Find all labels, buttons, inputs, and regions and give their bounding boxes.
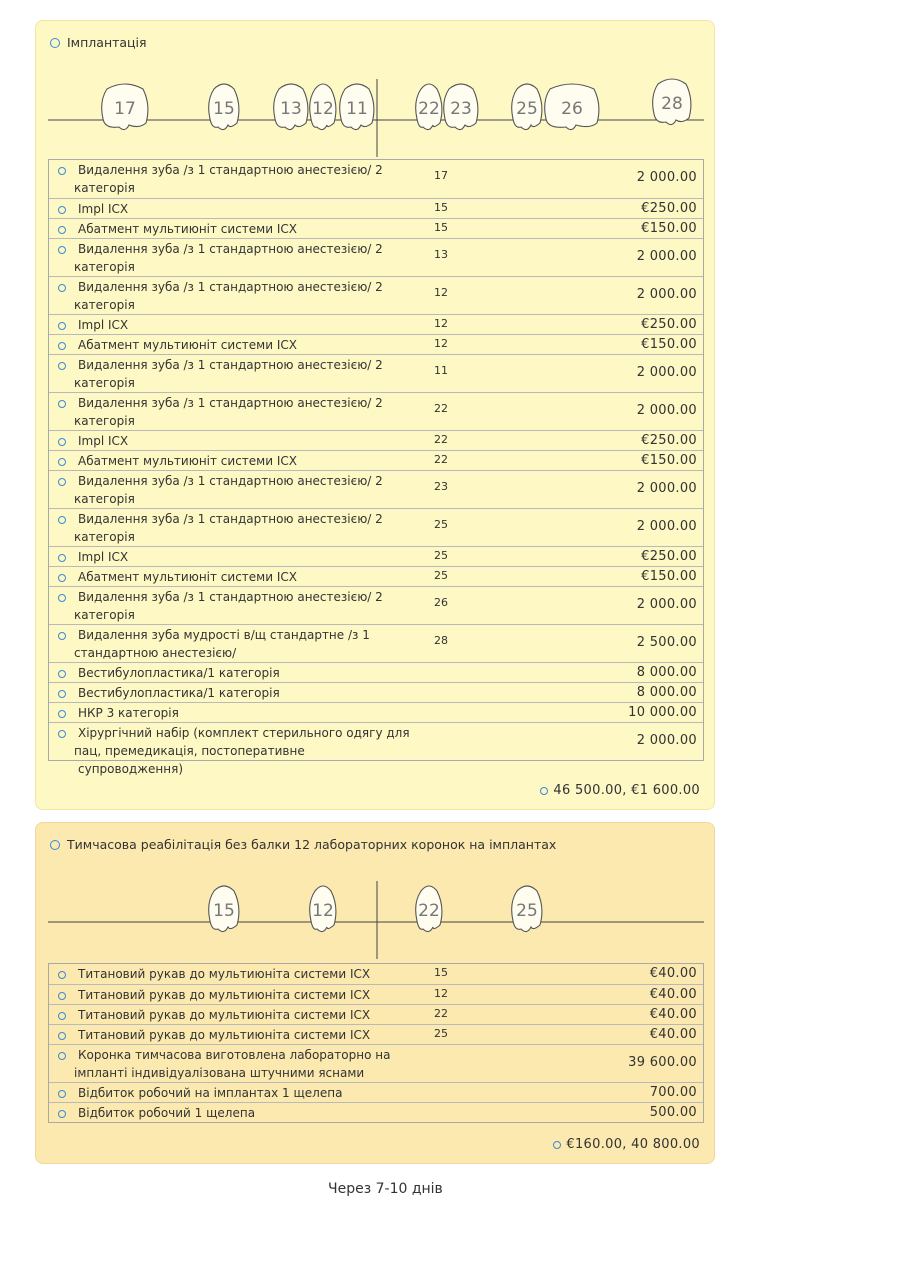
- procedure-name: [74, 588, 410, 624]
- procedure-name: [78, 548, 410, 566]
- procedure-name: [78, 965, 410, 983]
- tooth-number: 12: [312, 99, 334, 119]
- procedure-name-line: категорія: [74, 376, 135, 390]
- price-cell: €250.00: [641, 433, 697, 448]
- price-cell: €40.00: [649, 1027, 697, 1042]
- procedure-name-line: Абатмент мультиюніт системи ICX: [78, 338, 297, 352]
- price-cell: 8 000.00: [636, 685, 697, 700]
- plan-header[interactable]: [50, 837, 556, 852]
- ring-icon: [58, 1110, 66, 1118]
- price-cell: €250.00: [641, 317, 697, 332]
- ring-icon: [58, 1052, 66, 1060]
- table-row[interactable]: [49, 964, 703, 984]
- tooth-12[interactable]: [310, 886, 336, 932]
- tooth-number: 26: [561, 99, 583, 119]
- tooth-28[interactable]: [653, 79, 691, 125]
- price-cell: €150.00: [641, 453, 697, 468]
- ring-icon: [58, 458, 66, 466]
- tooth-number-cell: 25: [434, 569, 448, 582]
- price-cell: 2 000.00: [636, 519, 697, 534]
- procedure-name-line: категорія: [74, 414, 135, 428]
- procedure-name: [78, 986, 410, 1004]
- table-row[interactable]: [49, 566, 703, 586]
- tooth-number-cell: 12: [434, 987, 448, 1000]
- price-cell: 39 600.00: [628, 1055, 697, 1070]
- tooth-23[interactable]: [444, 84, 478, 130]
- table-row[interactable]: [49, 1102, 703, 1122]
- procedure-name-line: пац, премедикація, постопeративне супроводження): [74, 744, 305, 776]
- tooth-number: 25: [516, 99, 538, 119]
- price-cell: 2 000.00: [636, 287, 697, 302]
- plan-title: Тимчасова реабілітація без балки 12 лабораторних коронок на імплантах: [67, 837, 557, 852]
- tooth-number-cell: 15: [434, 221, 448, 234]
- tooth-25[interactable]: [512, 886, 542, 932]
- procedure-name-line: Абатмент мультиюніт системи ICX: [78, 454, 297, 468]
- ring-icon: [58, 226, 66, 234]
- table-row[interactable]: [49, 160, 703, 198]
- tooth-number-cell: 12: [434, 337, 448, 350]
- procedure-name-line: категорія: [74, 530, 135, 544]
- procedure-name-line: Абатмент мультиюніт системи ICX: [78, 570, 297, 584]
- ring-icon: [58, 710, 66, 718]
- ring-icon: [58, 284, 66, 292]
- price-cell: 2 000.00: [636, 170, 697, 185]
- plan-total-value: €160.00, 40 800.00: [566, 1137, 700, 1152]
- ring-icon: [58, 971, 66, 979]
- procedure-name-line: імпланті індивідуалізована штучними яснами: [74, 1066, 365, 1080]
- price-cell: €150.00: [641, 221, 697, 236]
- ring-icon: [553, 1141, 561, 1149]
- procedure-table: [48, 159, 704, 776]
- tooth-number-cell: 22: [434, 433, 448, 446]
- table-row[interactable]: [49, 624, 703, 662]
- tooth-26[interactable]: [545, 84, 599, 130]
- ring-icon: [58, 554, 66, 562]
- tooth-number-cell: 25: [434, 1027, 448, 1040]
- table-row[interactable]: [49, 682, 703, 702]
- procedure-name: [74, 1046, 410, 1082]
- ring-icon: [58, 1012, 66, 1020]
- procedure-name-line: категорія: [74, 298, 135, 312]
- table-row[interactable]: [49, 586, 703, 624]
- treatment-plan-card-implantation: [35, 20, 715, 810]
- table-row[interactable]: [49, 722, 703, 776]
- table-row[interactable]: [49, 238, 703, 276]
- ring-icon: [58, 690, 66, 698]
- price-cell: €150.00: [641, 569, 697, 584]
- procedure-name-line: стандартною анестезією/: [74, 646, 237, 660]
- table-row[interactable]: [49, 334, 703, 354]
- tooth-number-cell: 13: [434, 248, 448, 261]
- tooth-number: 12: [312, 901, 334, 921]
- ring-icon: [50, 840, 60, 850]
- price-cell: €40.00: [649, 966, 697, 981]
- procedure-name: [78, 200, 410, 218]
- procedure-name-line: Хірургічний набір (комплект стерильного одягу для: [78, 726, 410, 740]
- table-row[interactable]: [49, 662, 703, 682]
- procedure-name-line: Титановий рукав до мультиюніта системи ICX: [78, 1008, 371, 1022]
- price-cell: 2 000.00: [636, 481, 697, 496]
- tooth-number-cell: 15: [434, 966, 448, 979]
- ring-icon: [58, 594, 66, 602]
- tooth-number-cell: 11: [434, 364, 448, 377]
- tooth-number-cell: 26: [434, 596, 448, 609]
- tooth-number-cell: 15: [434, 201, 448, 214]
- plan-total: [540, 783, 700, 798]
- procedure-name-line: Видалення зуба /з 1 стандартною анестезією/ 2: [78, 280, 383, 294]
- procedure-name-line: Видалення зуба мудрості в/щ стандартне /з 1: [78, 628, 370, 642]
- procedure-name-line: категорія: [74, 492, 135, 506]
- ring-icon: [58, 342, 66, 350]
- tooth-13[interactable]: [274, 84, 308, 130]
- tooth-number-cell: 28: [434, 634, 448, 647]
- tooth-number: 23: [450, 99, 472, 119]
- procedure-name: [74, 626, 410, 662]
- plan-total: [553, 1137, 700, 1152]
- price-cell: 500.00: [649, 1105, 697, 1120]
- ring-icon: [58, 362, 66, 370]
- procedure-name-line: Абатмент мультиюніт системи ICX: [78, 222, 297, 236]
- price-cell: 2 000.00: [636, 597, 697, 612]
- procedure-name: [78, 1026, 410, 1044]
- procedure-table: [48, 963, 704, 1123]
- procedure-name-line: Видалення зуба /з 1 стандартною анестезією/ 2: [78, 590, 383, 604]
- procedure-name-line: Видалення зуба /з 1 стандартною анестезією/ 2: [78, 163, 383, 177]
- tooth-number: 28: [661, 94, 683, 114]
- procedure-name: [74, 240, 410, 276]
- procedure-name-line: Коронка тимчасова виготовлена лабораторно на: [78, 1048, 391, 1062]
- plan-header[interactable]: [50, 35, 147, 50]
- table-row[interactable]: [49, 508, 703, 546]
- procedure-name-line: Видалення зуба /з 1 стандартною анестезією/ 2: [78, 396, 383, 410]
- procedure-name: [74, 472, 410, 508]
- tooth-number: 11: [346, 99, 368, 119]
- price-cell: €150.00: [641, 337, 697, 352]
- procedure-name: [78, 1084, 410, 1102]
- procedure-name-line: Impl ICX: [78, 202, 129, 216]
- procedure-name: [74, 356, 410, 392]
- ring-icon: [58, 322, 66, 330]
- ring-icon: [540, 787, 548, 795]
- ring-icon: [58, 516, 66, 524]
- procedure-name: [78, 316, 410, 334]
- plan-total-value: 46 500.00, €1 600.00: [553, 783, 700, 798]
- procedure-name: [78, 664, 410, 682]
- price-cell: 2 000.00: [636, 365, 697, 380]
- tooth-15[interactable]: [209, 886, 239, 932]
- price-cell: 2 000.00: [636, 733, 697, 748]
- price-cell: €250.00: [641, 201, 697, 216]
- tooth-number-cell: 25: [434, 549, 448, 562]
- procedure-name: [78, 336, 410, 354]
- tooth-22[interactable]: [416, 84, 442, 130]
- price-cell: 8 000.00: [636, 665, 697, 680]
- tooth-number-cell: 12: [434, 317, 448, 330]
- ring-icon: [58, 1090, 66, 1098]
- procedure-name: [78, 1006, 410, 1024]
- tooth-number: 22: [418, 901, 440, 921]
- ring-icon: [58, 206, 66, 214]
- procedure-name: [78, 684, 410, 702]
- tooth-number: 15: [213, 99, 235, 119]
- procedure-name: [78, 568, 410, 586]
- procedure-name-line: Видалення зуба /з 1 стандартною анестезією/ 2: [78, 512, 383, 526]
- ring-icon: [58, 438, 66, 446]
- procedure-name-line: категорія: [74, 608, 135, 622]
- tooth-number: 15: [213, 901, 235, 921]
- procedure-name-line: Титановий рукав до мультиюніта системи ICX: [78, 988, 371, 1002]
- tooth-number-cell: 22: [434, 1007, 448, 1020]
- table-row[interactable]: [49, 1024, 703, 1044]
- table-row[interactable]: [49, 392, 703, 430]
- procedure-name-line: Вестибулопластика/1 категорія: [78, 686, 280, 700]
- ring-icon: [50, 38, 60, 48]
- tooth-number: 25: [516, 901, 538, 921]
- procedure-name: [74, 161, 410, 197]
- tooth-22[interactable]: [416, 886, 442, 932]
- procedure-name: [74, 394, 410, 430]
- tooth-number: 13: [280, 99, 302, 119]
- procedure-name: [78, 220, 410, 238]
- ring-icon: [58, 992, 66, 1000]
- procedure-name-line: Титановий рукав до мультиюніта системи ICX: [78, 967, 371, 981]
- procedure-name: [78, 452, 410, 470]
- procedure-name-line: Відбиток робочий на імплантах 1 щелепа: [78, 1086, 343, 1100]
- table-row[interactable]: [49, 470, 703, 508]
- ring-icon: [58, 478, 66, 486]
- procedure-name-line: Відбиток робочий 1 щелепа: [78, 1106, 256, 1120]
- price-cell: 700.00: [649, 1085, 697, 1100]
- procedure-name: [78, 1104, 410, 1122]
- procedure-name-line: категорія: [74, 260, 135, 274]
- ring-icon: [58, 167, 66, 175]
- tooth-12[interactable]: [310, 84, 336, 130]
- price-cell: €40.00: [649, 987, 697, 1002]
- procedure-name-line: Титановий рукав до мультиюніта системи ICX: [78, 1028, 371, 1042]
- table-row[interactable]: [49, 198, 703, 218]
- ring-icon: [58, 670, 66, 678]
- tooth-25[interactable]: [512, 84, 542, 130]
- procedure-name-line: категорія: [74, 181, 135, 195]
- tooth-number-cell: 22: [434, 402, 448, 415]
- price-cell: €250.00: [641, 549, 697, 564]
- dental-chart: [48, 57, 704, 157]
- table-row[interactable]: [49, 450, 703, 470]
- tooth-17[interactable]: [102, 84, 148, 130]
- table-row[interactable]: [49, 314, 703, 334]
- ring-icon: [58, 400, 66, 408]
- ring-icon: [58, 246, 66, 254]
- ring-icon: [58, 730, 66, 738]
- table-row[interactable]: [49, 984, 703, 1004]
- table-row[interactable]: [49, 702, 703, 722]
- price-cell: 10 000.00: [628, 705, 697, 720]
- table-row[interactable]: [49, 354, 703, 392]
- treatment-plan-card-temporary-rehab: [35, 822, 715, 1164]
- plan-title: Імплантація: [67, 35, 147, 50]
- table-row[interactable]: [49, 218, 703, 238]
- tooth-number-cell: 22: [434, 453, 448, 466]
- tooth-number-cell: 17: [434, 169, 448, 182]
- table-row[interactable]: [49, 1082, 703, 1102]
- table-row[interactable]: [49, 546, 703, 566]
- table-row[interactable]: [49, 1004, 703, 1024]
- price-cell: 2 500.00: [636, 635, 697, 650]
- tooth-number-cell: 12: [434, 286, 448, 299]
- tooth-number-cell: 25: [434, 518, 448, 531]
- ring-icon: [58, 574, 66, 582]
- tooth-11[interactable]: [340, 84, 374, 130]
- procedure-name: [74, 278, 410, 314]
- dental-chart: [48, 859, 704, 959]
- table-row[interactable]: [49, 1044, 703, 1082]
- ring-icon: [58, 632, 66, 640]
- tooth-15[interactable]: [209, 84, 239, 130]
- procedure-name: [74, 510, 410, 546]
- procedure-name-line: Вестибулопластика/1 категорія: [78, 666, 280, 680]
- table-row[interactable]: [49, 276, 703, 314]
- procedure-name-line: Видалення зуба /з 1 стандартною анестезією/ 2: [78, 242, 383, 256]
- procedure-name: [78, 432, 410, 450]
- tooth-number-cell: 23: [434, 480, 448, 493]
- footer-note: Через 7-10 днів: [328, 1181, 443, 1197]
- procedure-name-line: НКР 3 категорія: [78, 706, 179, 720]
- procedure-name-line: Impl ICX: [78, 434, 129, 448]
- price-cell: 2 000.00: [636, 249, 697, 264]
- table-row[interactable]: [49, 430, 703, 450]
- procedure-name: [74, 724, 410, 778]
- ring-icon: [58, 1032, 66, 1040]
- procedure-name-line: Видалення зуба /з 1 стандартною анестезією/ 2: [78, 474, 383, 488]
- price-cell: 2 000.00: [636, 403, 697, 418]
- price-cell: €40.00: [649, 1007, 697, 1022]
- procedure-name-line: Impl ICX: [78, 318, 129, 332]
- procedure-name-line: Impl ICX: [78, 550, 129, 564]
- tooth-number: 17: [114, 99, 136, 119]
- tooth-number: 22: [418, 99, 440, 119]
- procedure-name-line: Видалення зуба /з 1 стандартною анестезією/ 2: [78, 358, 383, 372]
- procedure-name: [78, 704, 410, 722]
